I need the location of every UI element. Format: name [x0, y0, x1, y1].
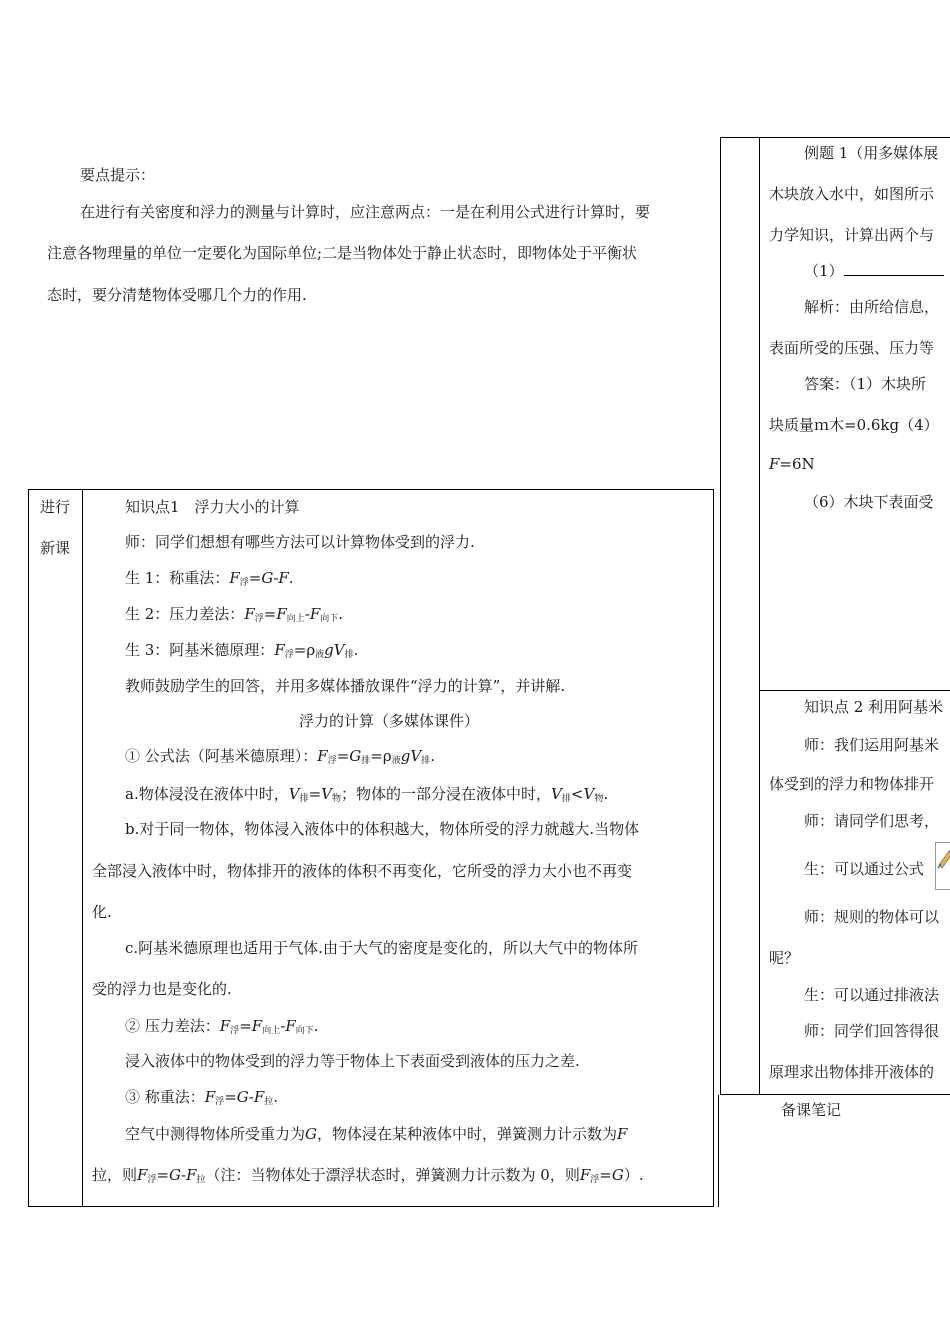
notes-column-line: [718, 1095, 719, 1207]
answer-line-1: 答案：（1）木块所: [804, 375, 927, 393]
kp2-line-5: 师：规则的物体可以: [804, 908, 940, 926]
analysis-line-1: 解析：由所给信息，: [804, 298, 940, 316]
point-c-line-1: c.阿基米德原理也适用于气体.由于大气的密度是变化的，所以大气中的物体所: [125, 939, 638, 957]
example-1-blank-1: （1）: [804, 260, 944, 281]
method-1-formula: ① 公式法（阿基米德原理）：$F_浮=G_排=\rho_液gV_排$.: [125, 747, 435, 766]
analysis-line-2: 表面所受的压强、压力等: [769, 339, 935, 357]
answer-blank: [844, 263, 944, 276]
key-points-heading: 要点提示：: [80, 166, 156, 184]
point-a: a.物体浸没在液体中时，$V_排=V_物$；物体的一部分浸在液体中时，$V_排<V_物$.: [125, 785, 609, 804]
key-points-line-1: 在进行有关密度和浮力的测量与计算时，应注意两点：一是在利用公式进行计算时，要: [80, 203, 651, 221]
example-1-line-2: 木块放入水中，如图所示: [769, 185, 935, 203]
kp2-line-7: 生：可以通过排液法: [804, 986, 940, 1004]
teacher-question: 师：同学们想想有哪些方法可以计算物体受到的浮力.: [125, 533, 475, 551]
answer-line-4: （6）木块下表面受: [804, 493, 934, 511]
right-table-bottom-border: [720, 1094, 950, 1095]
right-table-left-border: [720, 137, 721, 1095]
kp2-line-9: 原理求出物体排开液体的: [769, 1063, 935, 1081]
point-b-line-1: b.对于同一物体，物体浸入液体中的体积越大，物体所受的浮力就越大.当物体: [125, 820, 640, 838]
left-table-bottom-border: [28, 1206, 714, 1207]
kp2-line-3: 师：请同学们思考，: [804, 812, 940, 830]
knowledge-point-2-title: 知识点 2 利用阿基米: [804, 698, 944, 716]
student-3-answer: 生 3：阿基米德原理：$F_浮=\rho_液gV_排$.: [125, 641, 359, 660]
answer-line-2: 块质量ｍ木=0.6kg（4）: [769, 416, 939, 434]
kp2-line-2: 体受到的浮力和物体排开: [769, 775, 935, 793]
point-b-line-2: 全部浸入液体中时，物体排开的液体的体积不再变化，它所受的浮力大小也不再变: [92, 862, 633, 880]
point-c-line-2: 受的浮力也是变化的.: [92, 980, 232, 998]
section-label-line-1: 进行: [40, 498, 71, 516]
kp2-line-1: 师：我们运用阿基米: [804, 736, 940, 754]
example-1-line-1: 例题 1（用多媒体展: [804, 144, 939, 162]
lesson-notes-label: 备课笔记: [781, 1101, 842, 1119]
weighing-line-1: 空气中测得物体所受重力为G，物体浸在某种液体中时，弹簧测力计示数为F: [125, 1125, 628, 1143]
method-2-formula: ② 压力差法：$F_浮=F_{向上}-F_{向下}$.: [125, 1017, 319, 1036]
courseware-title: 浮力的计算（多媒体课件）: [299, 712, 480, 730]
method-3-formula: ③ 称重法：$F_浮=G-F_拉$.: [125, 1088, 279, 1107]
example-1-line-3: 力学知识，计算出两个与: [769, 226, 935, 244]
key-points-line-2: 注意各物理量的单位一定要化为国际单位;二是当物体处于静止状态时，即物体处于平衡状: [47, 244, 638, 262]
student-1-answer: 生 1：称重法：$F_浮=G-F$.: [125, 569, 294, 588]
answer-line-3: F=6N: [769, 455, 815, 473]
point-b-line-3: 化.: [92, 903, 112, 921]
kp2-line-6: 呢？: [769, 949, 800, 967]
right-table-row-divider: [759, 690, 950, 691]
kp2-line-8: 师：同学们回答得很: [804, 1022, 940, 1040]
pencil-icon: [935, 842, 950, 890]
section-label-line-2: 新课: [40, 539, 71, 557]
left-table-divider: [82, 489, 83, 1207]
teacher-encourage: 教师鼓励学生的回答，并用多媒体播放课件“浮力的计算”，并讲解.: [125, 677, 566, 695]
left-table-right-border: [713, 489, 714, 1207]
right-table-top-border: [720, 137, 950, 138]
knowledge-point-1-title: 知识点1 浮力大小的计算: [125, 498, 300, 516]
method-2-description: 浸入液体中的物体受到的浮力等于物体上下表面受到液体的压力之差.: [125, 1052, 580, 1070]
kp2-line-4: 生：可以通过公式: [804, 860, 925, 878]
left-table-left-border: [28, 489, 29, 1207]
left-table-top-border: [28, 489, 714, 490]
weighing-line-2: 拉，则$F_浮=G-F_拉$（注：当物体处于漂浮状态时，弹簧测力计示数为 0，则$F_浮=G$）.: [92, 1166, 644, 1185]
student-2-answer: 生 2：压力差法：$F_浮=F_{向上}-F_{向下}$.: [125, 605, 344, 624]
right-table-divider: [759, 137, 760, 1095]
key-points-line-3: 态时，要分清楚物体受哪几个力的作用.: [47, 286, 307, 304]
